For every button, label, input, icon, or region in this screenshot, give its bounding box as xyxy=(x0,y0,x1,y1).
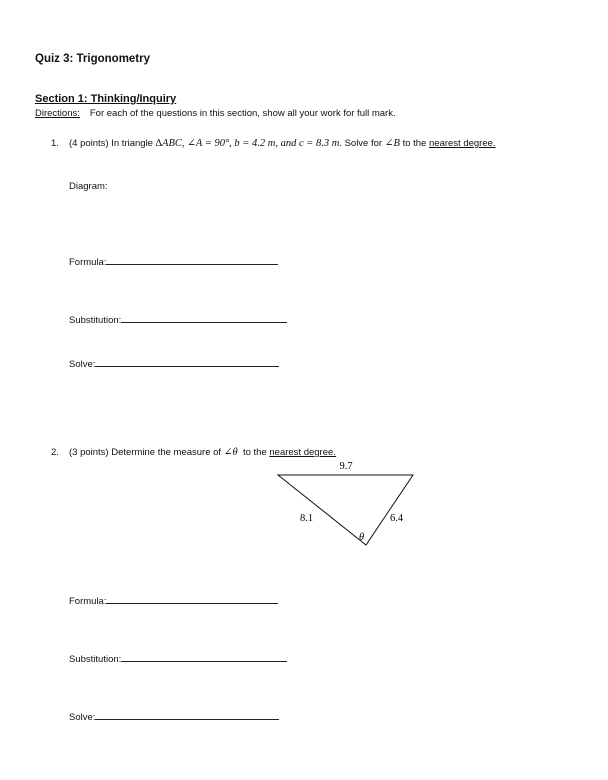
q1-substitution-label: Substitution: xyxy=(69,315,122,326)
question-2-suffix: to the xyxy=(237,447,270,458)
question-1-middle: . Solve for xyxy=(339,138,385,149)
question-1-prefix: (4 points) In triangle xyxy=(69,138,156,149)
question-1-target: ∠B xyxy=(384,138,400,149)
q2-formula-label: Formula: xyxy=(69,596,107,607)
question-1-suffix: to the xyxy=(399,138,429,149)
question-1-emphasis: nearest degree. xyxy=(429,138,496,149)
q2-substitution-label: Substitution: xyxy=(69,654,122,665)
directions-text: For each of the questions in this section, show all your work for full mark. xyxy=(89,108,396,119)
q2-substitution-line[interactable] xyxy=(121,651,287,662)
q1-solve-field[interactable] xyxy=(69,356,279,370)
q1-solve-label: Solve: xyxy=(69,359,96,370)
directions xyxy=(35,108,396,119)
angle-theta-label: θ xyxy=(359,532,365,543)
q2-formula-line[interactable] xyxy=(106,593,278,604)
question-1-given: ∆ABC, ∠A = 90°, b = 4.2 m, and c = 8.3 m xyxy=(155,138,340,149)
question-2-number: 2. xyxy=(51,447,59,458)
directions-label: Directions: xyxy=(35,108,80,119)
question-2-emphasis: nearest degree. xyxy=(269,447,336,458)
q1-formula-field[interactable] xyxy=(69,254,278,268)
q2-solve-line[interactable] xyxy=(95,709,279,720)
question-1 xyxy=(51,137,496,149)
side-label-top: 9.7 xyxy=(339,461,353,472)
q1-diagram-label: Diagram: xyxy=(69,181,108,192)
triangle-shape xyxy=(278,475,413,545)
q1-solve-line[interactable] xyxy=(95,356,279,367)
q1-substitution-line[interactable] xyxy=(121,312,287,323)
q2-solve-field[interactable] xyxy=(69,709,279,723)
question-2-prefix: (3 points) Determine the measure of xyxy=(69,447,224,458)
quiz-title: Quiz 3: Trigonometry xyxy=(35,53,151,65)
q1-substitution-field[interactable] xyxy=(69,312,287,326)
q2-substitution-field[interactable] xyxy=(69,651,287,665)
q1-formula-label: Formula: xyxy=(69,257,107,268)
q2-formula-field[interactable] xyxy=(69,593,278,607)
q1-formula-line[interactable] xyxy=(106,254,278,265)
q2-solve-label: Solve: xyxy=(69,712,96,723)
triangle-diagram xyxy=(270,455,430,555)
section-title: Section 1: Thinking/Inquiry xyxy=(35,93,177,105)
question-1-number: 1. xyxy=(51,138,59,149)
question-2-target: ∠θ xyxy=(223,447,238,458)
side-label-right: 6.4 xyxy=(390,513,404,524)
side-label-left: 8.1 xyxy=(300,513,314,524)
